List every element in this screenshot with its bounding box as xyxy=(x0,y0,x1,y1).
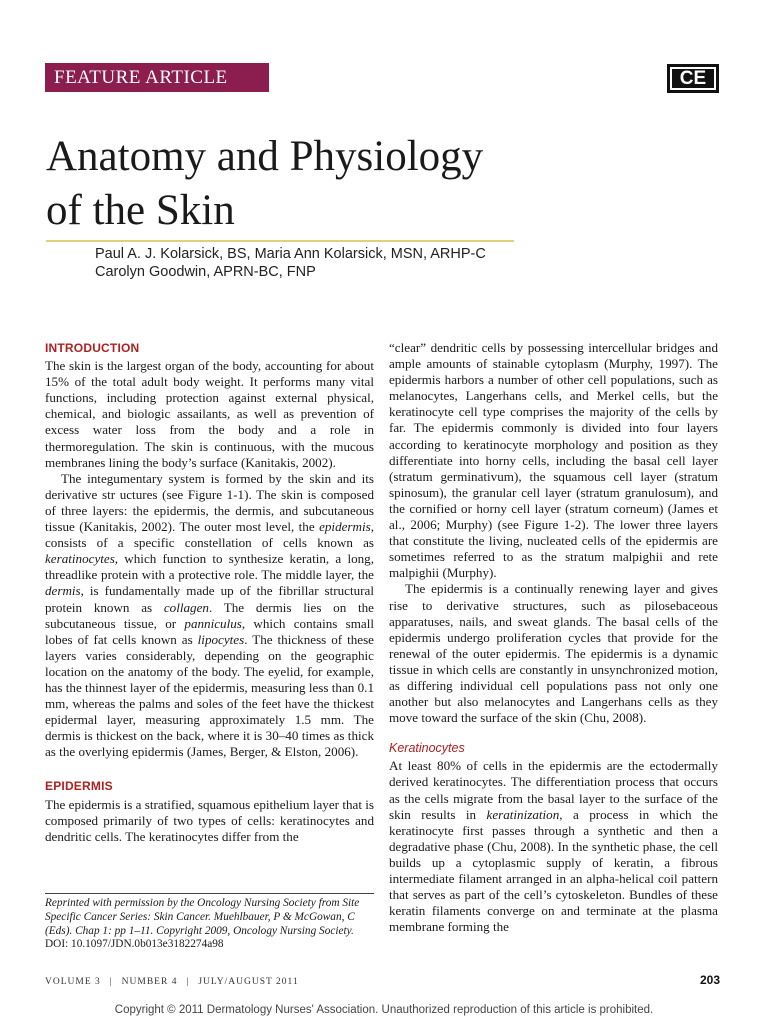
intro-paragraph-1: The skin is the largest organ of the body, accounting for about 15% of the total adult body weight. It performs many vital functions, including protection against external physical, chemical, and biologic assailants, as well as prevention of excess water loss from the body and a role in thermoregulation. The skin is continuous, with the mucous membranes lining the body’s surface (Kanitakis, 2002). xyxy=(45,358,374,470)
term-lipocytes: lipocytes xyxy=(197,631,245,647)
reprint-text: Reprinted with permission by the Oncology Nursing Society from Site Specific Cancer Series: Skin Cancer. Muehlbauer, P & McGowan, C (Eds). Chap 1: pp 1–11. Copyright 2009, Oncology Nursing Society. xyxy=(45,897,360,937)
feature-article-banner: FEATURE ARTICLE xyxy=(45,63,269,92)
ce-badge: CE xyxy=(667,64,719,93)
term-keratinization: keratinization xyxy=(486,806,560,822)
title-line-1: Anatomy and Physiology xyxy=(46,133,484,180)
term-keratinocytes: keratinocytes, xyxy=(45,551,119,567)
term-epidermis: epidermis xyxy=(319,519,371,535)
epidermis-paragraph-1: The epidermis is a stratified, squamous epithelium layer that is composed primarily of two types of cells: keratinocytes and dendritic cells. The keratinocytes differ from the xyxy=(45,796,374,844)
epidermis-paragraph-3: The epidermis is a continually renewing layer and gives rise to derivative structures, such as pilosebaceous apparatuses, nails, and sweat glands. The basal cells of the epidermis undergo proliferation cycles that provide for the renewal of the outer epidermis. The epidermis is a dynamic tissue in which cells are constantly in unsynchronized motion, as differing individual cell populations pass not only one another but also melanocytes and Langerhans cells as they move toward the surface of the skin (Chu, 2008). xyxy=(389,581,718,726)
authors-line-1: Paul A. J. Kolarsick, BS, Maria Ann Kolarsick, MSN, ARHP-C xyxy=(95,246,486,262)
term-dermis: dermis xyxy=(45,583,81,599)
title-divider xyxy=(46,240,514,242)
epidermis-paragraph-2: “clear” dendritic cells by possessing intercellular bridges and ample amounts of stainable cytoplasm (Murphy, 1997). The epidermis harbors a number of other cell populations, such as melanocytes, Langerhans cells, and Merkel cells, but the keratinocyte cell type comprises the majority of the cells by far. The epidermis commonly is divided into four layers according to keratinocyte morphology and position as they differentiate into horny cells, including the basal cell layer (stratum germinativum), the squamous cell layer (stratum spinosum), the granular cell layer (stratum granulosum), and the cornified or horny cell layer (stratum corneum) (James et al., 2006; Murphy) (see Figure 1-2). The lower three layers that constitute the living, nucleated cells of the epidermis are sometimes referred to as the stratum malpighii and rete malpighii (Murphy). xyxy=(389,340,718,581)
volume: VOLUME 3 xyxy=(45,977,101,987)
copyright-notice: Copyright © 2011 Dermatology Nurses' Association. Unauthorized reproduction of this article is prohibited. xyxy=(114,1004,654,1016)
issue-date: JULY/AUGUST 2011 xyxy=(198,977,299,987)
keratinocytes-heading: Keratinocytes xyxy=(389,741,465,756)
doi: DOI: 10.1097/JDN.0b013e3182274a98 xyxy=(45,938,224,951)
right-column xyxy=(389,340,718,935)
article-title xyxy=(46,130,606,238)
issue-number: NUMBER 4 xyxy=(121,977,178,987)
title-line-2: of the Skin xyxy=(46,187,235,234)
introduction-heading: INTRODUCTION xyxy=(45,341,140,355)
term-collagen: collagen xyxy=(163,599,209,615)
issue-info xyxy=(45,977,299,987)
term-panniculus: panniculus xyxy=(184,615,242,631)
keratinocytes-paragraph: At least 80% of cells in the epidermis are the ectodermally derived keratinocytes. The differentiation process that occurs as the cells migrate from the basal layer to the surface of the skin results in keratinization, a process in which the keratinocyte first passes through a synthetic and then a degradative phase (Chu, 2008). In the synthetic phase, the cell builds up a cytoplasmic supply of keratin, a fibrous intermediate filament arranged in an alpha-helical coil pattern that serves as part of the cell’s cytoskeleton. Bundles of these keratin filaments converge on and terminate at the plasma membrane forming the xyxy=(389,758,718,935)
authors-line-2: Carolyn Goodwin, APRN-BC, FNP xyxy=(95,263,316,280)
reprint-notice xyxy=(45,893,374,952)
author-list xyxy=(95,246,575,281)
epidermis-heading: EPIDERMIS xyxy=(45,779,113,794)
intro-paragraph-2: The integumentary system is formed by the skin and its derivative str uctures (see Figure 1-1). The skin is composed of three layers: the epidermis, the dermis, and subcutaneous tissue (Kanitakis, 2002). The outer most level, the epidermis, consists of a specific constellation of cells known as keratinocytes, which function to synthesize keratin, a long, threadlike protein with a protective role. The middle layer, the dermis, is fundamentally made up of the fibrillar structural protein known as collagen. The dermis lies on the subcutaneous tissue, or panniculus, which contains small lobes of fat cells known as lipocytes. The thickness of these layers varies considerably, depending on the geographic location on the anatomy of the body. The eyelid, for example, has the thinnest layer of the epidermis, measuring less than 0.1 mm, whereas the palms and soles of the feet have the thickest epidermal layer, measuring approximately 1.5 mm. The dermis is thickest on the back, where it is 30–40 times as thick as the overlying epidermis (James, Berger, & Elston, 2006). xyxy=(45,470,374,760)
footer-separator: | xyxy=(109,977,113,987)
page-number: 203 xyxy=(699,973,720,987)
footer-separator: | xyxy=(186,977,190,987)
left-column xyxy=(45,340,374,845)
